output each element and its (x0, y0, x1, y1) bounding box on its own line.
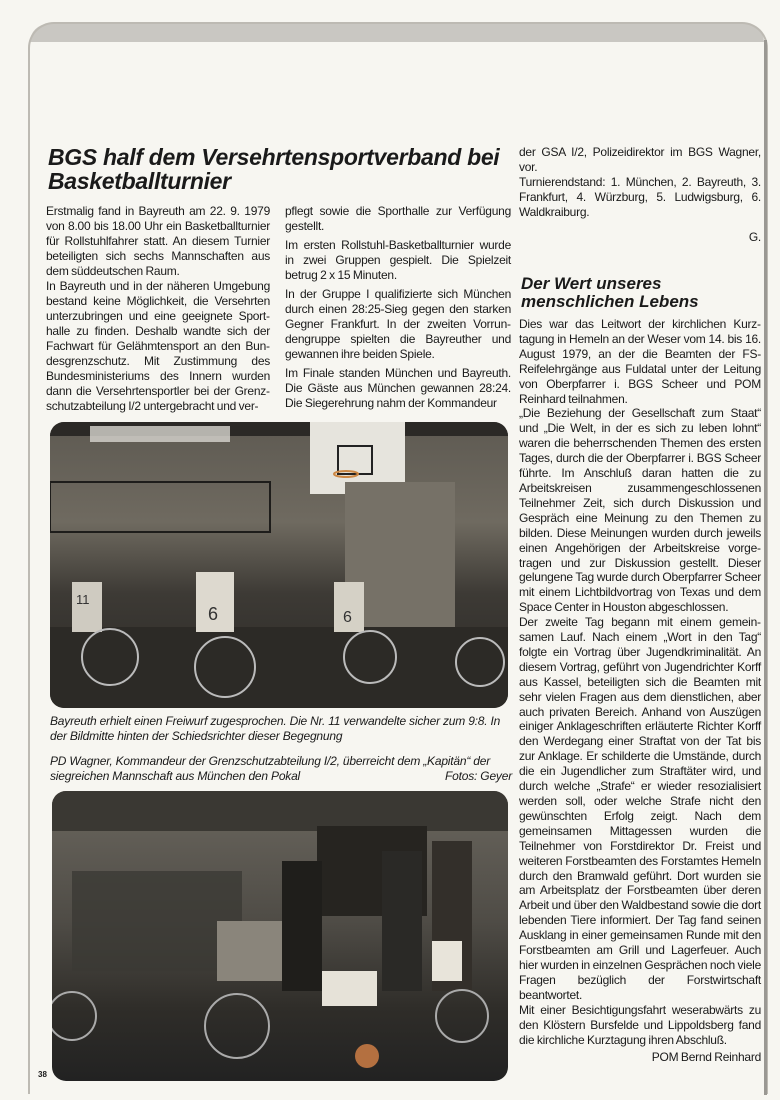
article-column-2 (285, 204, 511, 415)
paragraph: Erstmalig fand in Bayreuth am 22. 9. 1979 von 8.00 bis 18.00 Uhr ein Basketballturnier für Rollstuhlfahrer statt. An diesem Turnier beteiligten sich sechs Mannschaften aus dem süddeutschen Raum. (46, 204, 270, 278)
paragraph: der GSA I/2, Polizeidirektor im BGS Wagner, vor. (519, 145, 761, 174)
photo-illustration (50, 422, 508, 708)
paragraph: In der Gruppe I qualifizierte sich München durch einen 28:25-Sieg gegen den starken Gegner Frankfurt. In der zweiten Vorrundengruppe spielten die Bayreuther und gewannen ihre beiden Spiele. (285, 287, 511, 361)
article-title-2: Der Wert unseres menschlichen Lebens (521, 274, 699, 311)
paragraph: Der zweite Tag begann mit einem gemeinsamen Lauf. Nach einem „Wort in den Tag“ folgte ein Vortrag über Jugendkriminalität. An diesem Vortrag, geführt von Jugendrichter Korff aus Kassel, beteiligten sich die Beamten mit sehr vielen Fragen aus dem dienstlichen, aber auch privaten Bereich. Anhand von Auszügen einiger Anklageschriften erläuterte Richter Korff den Werdegang einer Straftat von der Tat bis zur Anklage. Er schilderte die Umstände, durch die ein Jugendlicher zum Straftäter wird, und durch welche „Strafe“ er wieder resozialisiert werden soll, oder welche Strafe nicht den gewünschten Erfolg zeigt. Nach dem gemeinsamen Mittagessen wurden die Teilnehmer von Forstdirektor Dr. Freist und weiteren Forstbeamten des Forstamtes Hemeln durch den Bramwald geführt. Dort wurden sie am Arbeitsplatz der Forstbeamten über deren Arbeit und über den Waldbestand sowie die dort lebenden Tiere informiert. Der Tag fand seinen Ausklang in einer gemeinsamen Runde mit den Forstbeamten am Grill und Lagerfeuer. Auch hier wurden in einzelnen Gesprächen noch viele Fragen bezüglich der Forstwirtschaft beantwortet. (519, 615, 761, 1002)
paragraph: Mit einer Besichtigungsfahrt weserabwärts zu den Klöstern Bursfelde und Lippoldsberg fand die kirchliche Kurztagung ihren Abschluß. (519, 1002, 761, 1047)
photo-basketball-game (50, 422, 508, 708)
page-edge (764, 40, 767, 1095)
jersey-number: 6 (208, 604, 219, 624)
author-signature: POM Bernd Reinhard (651, 1050, 761, 1065)
page-number: 38 (38, 1070, 47, 1079)
author-initial: G. (748, 230, 761, 244)
photo-illustration (52, 791, 508, 1081)
paragraph: Dies war das Leitwort der kirchlichen Kurztagung in Hemeln an der Weser vom 14. bis 16. August 1979, an der die Beamten der FS-Reifelehrgänge aus Fuldatal unter der Leitung von Oberpfarrer i. BGS Scheer und POM Reinhard teilnahmen. (519, 317, 761, 406)
caption-text: PD Wagner, Kommandeur der Grenzschutzabteilung I/2, überreicht dem „Kapitän“ der siegreichen Mannschaft aus München den Pokal (50, 754, 491, 783)
paragraph: pflegt sowie die Sporthalle zur Verfügung gestellt. (285, 204, 511, 233)
jersey-number: 6 (343, 609, 352, 626)
paragraph: „Die Beziehung der Gesellschaft zum Staat“ und „Die Welt, in der es sich zu leben lohnt“ waren die beherrschenden Themen des ersten Tages, durch die der Oberpfarrer i. BGS Scheer führte. Im Anschluß daran hatten die zu Arbeitskreisen zusammengeschlossenen Teilnehmer Zeit, sich durch Diskussion und Gespräch eine Meinung zu den Themen zu bilden. Diese Meinungen wurden durch jeweils einen Angehörigen der Arbeitskreise vorgetragen und zur Diskussion gestellt. Dieser gelungene Tag wurde durch Oberpfarrer Scheer mit einem Lichtbildvortrag von Texas und dem Space Center in Houston abgeschlossen. (519, 406, 761, 615)
article-title: BGS half dem Versehrtensportverband bei Basketballturnier (48, 144, 500, 194)
jersey-number: 11 (76, 592, 90, 607)
photo-trophy-ceremony (52, 791, 508, 1081)
article-column-1 (46, 204, 270, 418)
paragraph: Turnierendstand: 1. München, 2. Bayreuth, 3. Frankfurt, 4. Würzburg, 5. Ludwigsburg, 6. Waldkraiburg. (519, 175, 761, 219)
paragraph: Im ersten Rollstuhl-Basketballturnier wurde in zwei Gruppen gespielt. Die Spielzeit betrug 2 x 15 Minuten. (285, 238, 511, 282)
paragraph: In Bayreuth und in der näheren Umgebung bestand keine Möglichkeit, die Versehrten unterzubringen und eine geeignete Sporthalle zu finden. Deshalb wandte sich der Fachwart für Gelähmtensport an den Bundesgrenzschutz. Mit Zustimmung des Bundesministeriums des Innern wurden dann die Versehrtensportler bei der Grenzschutzabteilung I/2 untergebracht und ver- (46, 279, 270, 413)
paragraph: Im Finale standen München und Bayreuth. Die Gäste aus München gewannen 28:24. Die Siegerehrung nahm der Kommandeur (285, 366, 511, 410)
photo-caption-2 (50, 754, 512, 784)
photo-caption-1: Bayreuth erhielt einen Freiwurf zugesprochen. Die Nr. 11 verwandelte sicher zum 9:8. In der Bildmitte hinten der Schiedsrichter dieser Begegnung (50, 714, 501, 743)
article-column-3 (519, 145, 761, 249)
photo-credit: Fotos: Geyer (445, 769, 512, 783)
article-2-column (519, 317, 761, 1065)
